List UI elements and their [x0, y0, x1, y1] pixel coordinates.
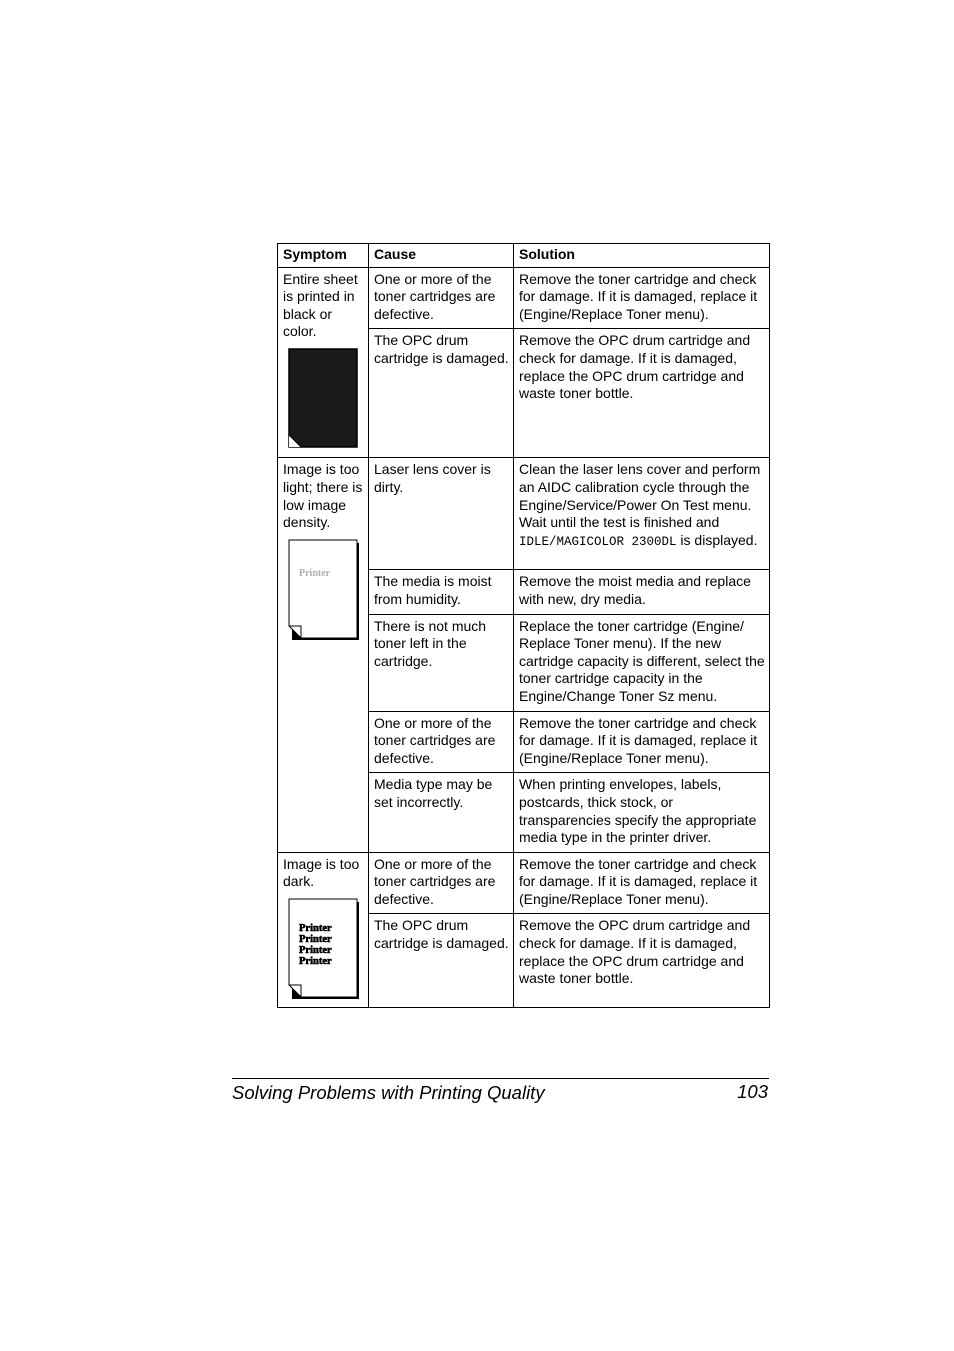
symptom-cell	[278, 267, 369, 458]
dark-printer-text-1: Printer	[299, 922, 332, 934]
all-black-page-illustration	[287, 347, 359, 449]
symptom-text: Entire sheet is printed in black or color.	[283, 270, 358, 340]
footer-section-title: Solving Problems with Printing Quality	[232, 1082, 545, 1103]
dark-print-page-illustration	[287, 897, 361, 1001]
cause-cell: There is not much toner left in the cartridge.	[369, 614, 514, 711]
faded-printer-text: Printer	[299, 567, 331, 579]
solution-cell: Clean the laser lens cover and perform an AIDC calibration cycle through the Engine/Service/Power On Test menu. Wait until the test is finished and IDLE/MAGICOLOR 2300DL is displayed.	[514, 458, 770, 570]
cause-cell: The OPC drum cartridge is damaged.	[369, 329, 514, 458]
header-cause: Cause	[369, 244, 514, 268]
solution-cell: Remove the OPC drum cartridge and check for damage. If it is damaged, replace the OPC drum cartridge and waste toner bottle.	[514, 329, 770, 458]
table-row	[278, 852, 770, 914]
table-row	[278, 458, 770, 570]
light-print-page-illustration	[287, 538, 361, 642]
table-header-row	[278, 244, 770, 268]
solution-cell: Remove the toner cartridge and check for damage. If it is damaged, replace it (Engine/Replace Toner menu).	[514, 267, 770, 329]
symptom-text: Image is too dark.	[283, 855, 360, 890]
symptom-cell	[278, 852, 369, 1008]
troubleshooting-table	[277, 243, 770, 1008]
dark-printer-text-2: Printer	[299, 933, 332, 945]
solution-cell: Remove the OPC drum cartridge and check for damage. If it is damaged, replace the OPC drum cartridge and waste toner bottle.	[514, 914, 770, 1008]
symptom-cell	[278, 458, 369, 852]
page-number: 103	[737, 1081, 768, 1102]
dark-printer-text-3: Printer	[299, 944, 332, 956]
cause-cell: The OPC drum cartridge is damaged.	[369, 914, 514, 1008]
cause-cell: One or more of the toner cartridges are defective.	[369, 267, 514, 329]
solution-cell: When printing envelopes, labels, postcards, thick stock, or transparencies specify the appropriate media type in the printer driver.	[514, 773, 770, 852]
cause-cell: Laser lens cover is dirty.	[369, 458, 514, 570]
solution-cell: Remove the toner cartridge and check for damage. If it is damaged, replace it (Engine/Replace Toner menu).	[514, 852, 770, 914]
cause-cell: The media is moist from humidity.	[369, 570, 514, 614]
solution-cell: Remove the toner cartridge and check for damage. If it is damaged, replace it (Engine/Replace Toner menu).	[514, 711, 770, 773]
table-row	[278, 267, 770, 329]
header-solution: Solution	[514, 244, 770, 268]
cause-cell: One or more of the toner cartridges are defective.	[369, 711, 514, 773]
solution-cell: Replace the toner cartridge (Engine/ Replace Toner menu). If the new cartridge capacity is different, select the toner cartridge capacity in the Engine/Change Toner Sz menu.	[514, 614, 770, 711]
dark-printer-text-4: Printer	[299, 955, 332, 967]
status-message-code: IDLE/MAGICOLOR 2300DL	[519, 534, 677, 549]
cause-cell: One or more of the toner cartridges are defective.	[369, 852, 514, 914]
cause-cell: Media type may be set incorrectly.	[369, 773, 514, 852]
footer-divider	[232, 1078, 769, 1079]
header-symptom: Symptom	[278, 244, 369, 268]
solution-cell: Remove the moist media and replace with new, dry media.	[514, 570, 770, 614]
symptom-text: Image is too light; there is low image density.	[283, 461, 363, 531]
